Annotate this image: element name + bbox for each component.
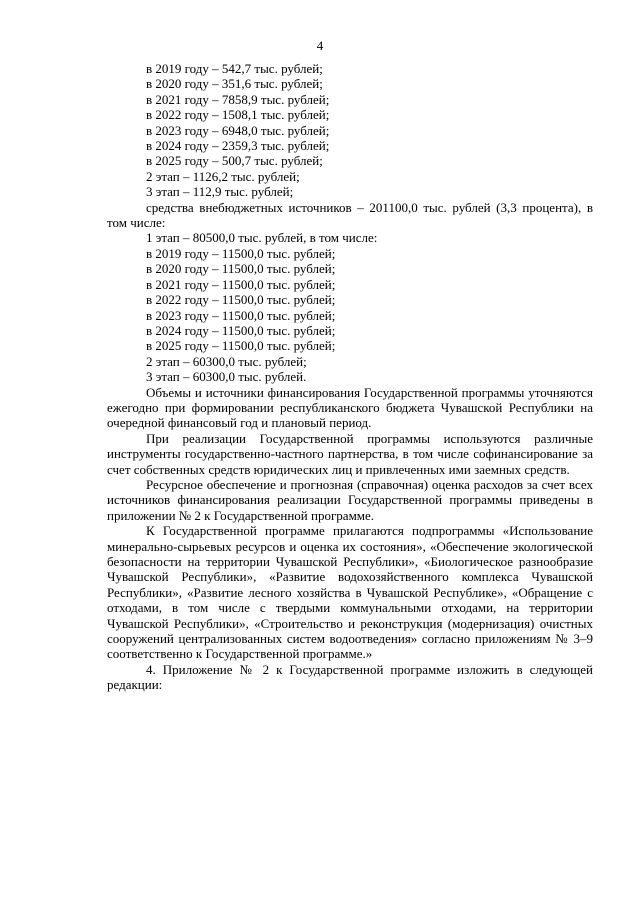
budget-line: 2 этап – 1126,2 тыс. рублей; — [146, 168, 300, 184]
extrabudget-line: в 2020 году – 11500,0 тыс. рублей; — [146, 261, 336, 277]
extrabudget-line: в 2025 году – 11500,0 тыс. рублей; — [146, 338, 336, 354]
budget-line: 3 этап – 112,9 тыс. рублей; — [146, 184, 294, 200]
extrabudget-line: в 2024 году – 11500,0 тыс. рублей; — [146, 322, 336, 338]
budget-line: в 2024 году – 2359,3 тыс. рублей; — [146, 138, 330, 154]
budget-list — [107, 61, 593, 200]
extrabudget-line: 2 этап – 60300,0 тыс. рублей; — [146, 353, 307, 369]
budget-line: в 2023 году – 6948,0 тыс. рублей; — [146, 122, 330, 138]
paragraph-financing-updates: Объемы и источники финансирования Государственной программы уточняются ежегодно при формировании республиканского бюджета Чувашской Республики на очередной финансовый год и плановый период. — [107, 384, 593, 431]
document-body — [107, 61, 593, 693]
paragraph-public-private-partnership: При реализации Государственной программы используются различные инструменты государственно-частного партнерства, в том числе софинансирование за счет собственных средств юридических лиц и привлеченных ими заемных средств. — [107, 430, 593, 477]
extrabudget-line: 3 этап – 60300,0 тыс. рублей. — [146, 369, 307, 385]
paragraph-appendix-amendment: 4. Приложение № 2 к Государственной программе изложить в следующей редакции: — [107, 661, 593, 693]
extrabudget-intro: средства внебюджетных источников – 201100,0 тыс. рублей (3,3 процента), в том числе: — [107, 199, 593, 231]
extrabudget-line: 1 этап – 80500,0 тыс. рублей, в том числе: — [146, 230, 378, 246]
budget-line: в 2019 году – 542,7 тыс. рублей; — [146, 61, 323, 76]
extrabudget-line: в 2019 году – 11500,0 тыс. рублей; — [146, 245, 336, 261]
budget-line: в 2020 году – 351,6 тыс. рублей; — [146, 76, 323, 92]
paragraph-subprograms: К Государственной программе прилагаются подпрограммы «Использование минерально-сырьевых ресурсов и оценка их состояния», «Обеспечение экологической безопасности на территории Чувашской Республики», «Биологическое разнообразие Чувашской Республики», «Развитие водохозяйственного комплекса Чувашской Республики», «Развитие лесного хозяйства в Чувашской Республике», «Обращение с отходами, в том числе с твердыми коммунальными отходами, на территории Чувашской Республики», «Строительство и реконструкция (модернизация) очистных сооружений централизованных систем водоотведения» согласно приложениям № 3–9 соответственно к Государственной программе.» — [107, 523, 593, 662]
paragraph-resource-provision: Ресурсное обеспечение и прогнозная (справочная) оценка расходов за счет всех источников финансирования реализации Государственной программы приведены в приложении № 2 к Государственной программе. — [107, 476, 593, 523]
extrabudget-list — [107, 230, 593, 384]
budget-line: в 2021 году – 7858,9 тыс. рублей; — [146, 91, 330, 107]
extrabudget-line: в 2023 году – 11500,0 тыс. рублей; — [146, 307, 336, 323]
budget-line: в 2022 году – 1508,1 тыс. рублей; — [146, 107, 330, 123]
extrabudget-line: в 2022 году – 11500,0 тыс. рублей; — [146, 292, 336, 308]
budget-line: в 2025 году – 500,7 тыс. рублей; — [146, 153, 323, 169]
page-number: 4 — [316, 38, 324, 53]
extrabudget-line: в 2021 году – 11500,0 тыс. рублей; — [146, 276, 336, 292]
